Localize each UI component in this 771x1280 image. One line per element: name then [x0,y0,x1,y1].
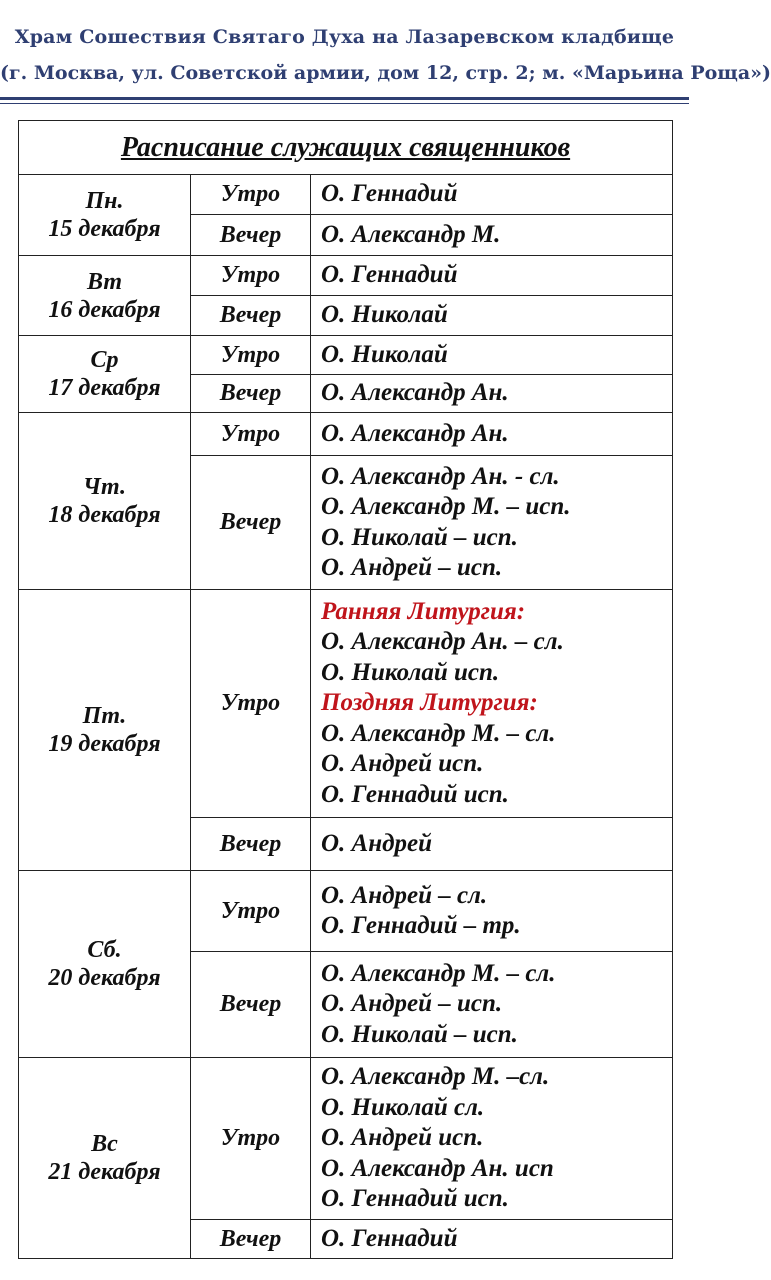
time-label: Утро [191,413,311,456]
priest-entry: О. Геннадий исп. [321,1185,509,1213]
priest-entry: О. Николай исп. [321,658,500,686]
time-label: Утро [191,871,311,952]
day-cell [19,590,191,871]
day-name: Пт. [82,703,127,729]
priest-entry: О. Андрей исп. [321,750,484,778]
priest-entry: О. Геннадий исп. [321,780,509,808]
priest-entry: О. Андрей – исп. [321,554,503,581]
priest-entry: О. Геннадий [321,180,458,208]
header-divider-thick [0,97,689,100]
priest-entry: О. Александр Ан. [321,379,509,407]
day-date: 15 декабря [48,216,161,242]
priest-list [311,215,673,256]
table-row [19,590,673,818]
time-label: Вечер [191,818,311,871]
priest-entry: О. Николай [321,340,448,368]
table-row [19,256,673,296]
priest-entry: О. Андрей [321,829,433,857]
priest-entry: О. Геннадий [321,261,458,289]
day-name: Сб. [87,937,122,963]
priest-entry: О. Александр М. – сл. [321,719,556,747]
priest-list [311,256,673,296]
time-label: Утро [191,1058,311,1220]
priest-list [311,175,673,215]
day-date: 17 декабря [48,375,161,401]
priest-entry: О. Александр М. [321,220,501,248]
time-label: Вечер [191,456,311,590]
schedule-table [18,120,673,1259]
day-name: Ср [90,347,119,373]
time-label: Утро [191,175,311,215]
priest-list [311,871,673,952]
day-cell [19,336,191,413]
time-label: Вечер [191,1220,311,1259]
priest-entry: О. Андрей исп. [321,1124,484,1152]
priest-entry: О. Александр Ан. исп [321,1154,554,1182]
priest-entry: О. Николай – исп. [321,1020,518,1048]
table-row [19,175,673,215]
priest-entry: О. Александр М. – сл. [321,959,556,987]
day-name: Чт. [83,474,126,500]
time-label: Вечер [191,952,311,1058]
priest-entry: О. Геннадий [321,1224,458,1252]
time-label: Утро [191,256,311,296]
table-row [19,1058,673,1220]
priest-entry: О. Николай сл. [321,1093,485,1121]
table-row [19,336,673,375]
day-cell [19,175,191,256]
priest-entry: О. Николай – исп. [321,523,518,551]
priest-entry: О. Андрей – сл. [321,881,488,909]
priest-entry: О. Александр Ан. [321,419,509,447]
priest-list [311,1220,673,1259]
early-liturgy-label: Ранняя Литургия: [321,597,526,625]
priest-list [311,1058,673,1220]
day-cell [19,871,191,1058]
day-name: Вс [91,1131,118,1157]
time-label: Вечер [191,296,311,336]
priest-list [311,375,673,413]
header-divider-thin [0,103,689,104]
title-row [19,121,673,175]
day-date: 16 декабря [48,296,161,323]
priest-entry: О. Александр Ан. - сл. [321,462,560,490]
priest-list [311,456,673,590]
day-date: 20 декабря [48,965,161,991]
priest-list [311,818,673,871]
schedule-title: Расписание служащих священников [19,121,673,175]
priest-list [311,336,673,375]
priest-entry: О. Геннадий – тр. [321,912,521,939]
church-address: (г. Москва, ул. Советской армии, дом 12, стр. 2; м. «Марьина Роща») [0,62,771,84]
priest-entry: О. Александр М. –сл. [321,1063,550,1091]
church-name: Храм Сошествия Святаго Духа на Лазаревском кладбище [14,26,675,48]
time-label: Утро [191,590,311,818]
priest-list [311,413,673,456]
day-date: 21 декабря [48,1159,161,1185]
table-row [19,413,673,456]
day-date: 19 декабря [48,731,161,757]
priest-list [311,590,673,818]
day-name: Вт [87,268,122,295]
priest-entry: О. Александр Ан. – сл. [321,628,564,656]
day-cell [19,413,191,590]
time-label: Вечер [191,375,311,413]
priest-entry: О. Александр М. – исп. [321,493,571,520]
time-label: Вечер [191,215,311,256]
day-name: Пн. [85,188,124,214]
table-row [19,871,673,952]
priest-list [311,296,673,336]
priest-list [311,952,673,1058]
late-liturgy-label: Поздняя Литургия: [321,689,538,717]
day-cell [19,256,191,336]
priest-entry: О. Андрей – исп. [321,990,503,1018]
time-label: Утро [191,336,311,375]
day-date: 18 декабря [48,502,161,528]
priest-entry: О. Николай [321,301,448,329]
day-cell [19,1058,191,1259]
